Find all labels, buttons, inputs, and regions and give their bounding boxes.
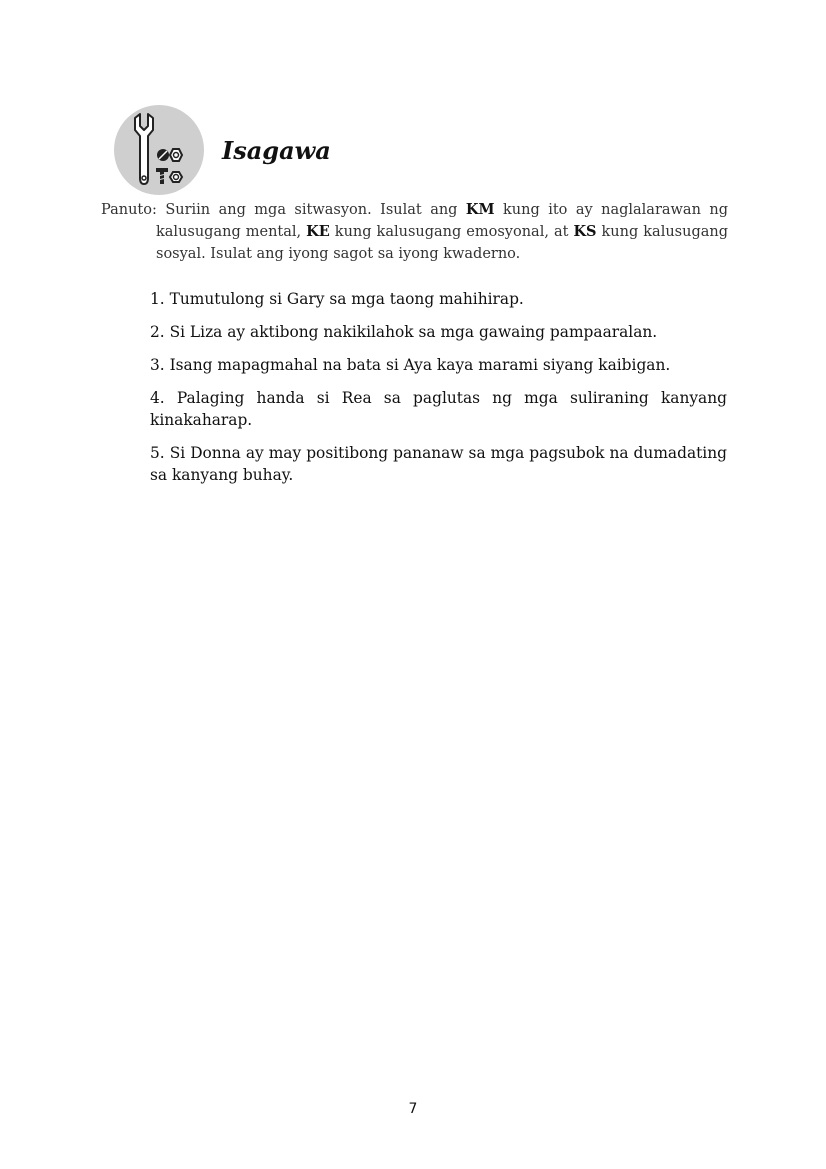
instructions-text-4: kung kalusugang sosyal. Isulat ang iyong sagot sa iyong kwaderno. bbox=[156, 224, 729, 262]
page-number: 7 bbox=[408, 1101, 418, 1117]
list-item: 5. Si Donna ay may positibong pananaw sa mga pagsubok na dumadating sa kanyang buhay. bbox=[150, 444, 727, 484]
code-ke: KE bbox=[306, 223, 330, 240]
code-km: KM bbox=[465, 201, 495, 218]
section-title: Isagawa bbox=[222, 136, 331, 165]
list-item: 4. Palaging handa si Rea sa paglutas ng mga suliraning kanyang kinakaharap. bbox=[150, 389, 727, 429]
list-item: 1. Tumutulong si Gary sa mga taong mahihirap. bbox=[150, 290, 524, 308]
instructions-text-3: kung kalusugang emosyonal, at bbox=[329, 224, 574, 240]
instructions-label: Panuto: bbox=[101, 202, 157, 218]
list-item: 3. Isang mapagmahal na bata si Aya kaya marami siyang kaibigan. bbox=[150, 356, 671, 374]
instructions-text-2: kung ito ay naglalarawan ng kalusugang mental, bbox=[156, 202, 728, 240]
instructions bbox=[101, 199, 728, 265]
code-ks: KS bbox=[573, 223, 597, 240]
wrench-and-bolts-icon bbox=[113, 104, 205, 196]
list-item: 2. Si Liza ay aktibong nakikilahok sa mga gawaing pampaaralan. bbox=[150, 323, 658, 341]
situation-list bbox=[150, 288, 727, 497]
instructions-text-1: Suriin ang mga sitwasyon. Isulat ang bbox=[156, 202, 466, 218]
